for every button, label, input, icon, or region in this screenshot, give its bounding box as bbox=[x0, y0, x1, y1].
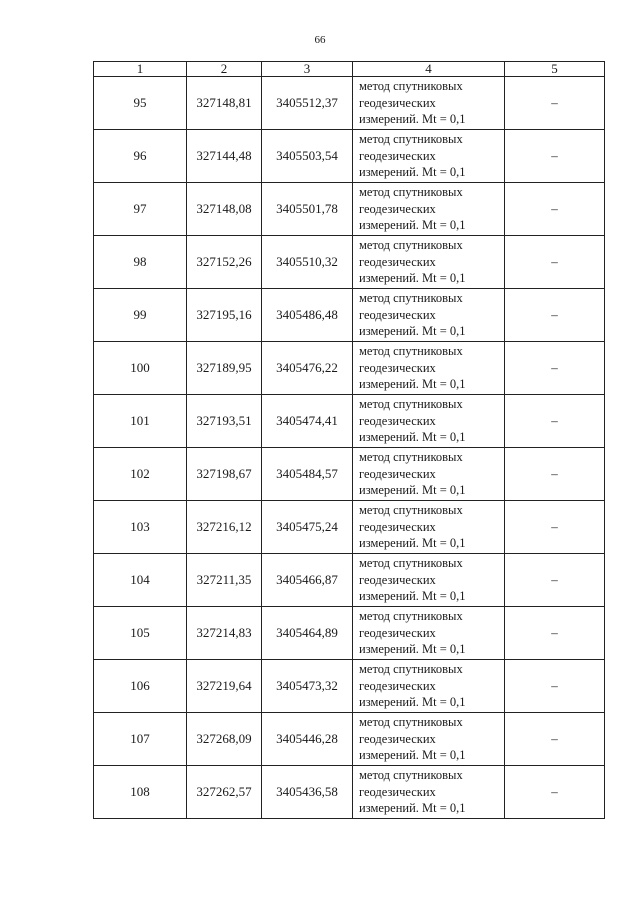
method-line-3: измерений. Mt = 0,1 bbox=[359, 165, 466, 180]
column-5-cell: – bbox=[505, 766, 605, 819]
point-number-cell: 103 bbox=[94, 501, 187, 554]
column-5-cell: – bbox=[505, 130, 605, 183]
method-line-1: метод спутниковых bbox=[359, 503, 463, 518]
y-coordinate-cell: 3405464,89 bbox=[262, 607, 353, 660]
page-number: 66 bbox=[314, 34, 326, 46]
method-line-1: метод спутниковых bbox=[359, 238, 463, 253]
method-cell bbox=[353, 660, 505, 713]
method-line-3: измерений. Mt = 0,1 bbox=[359, 695, 466, 710]
table-row bbox=[94, 183, 605, 236]
method-line-2: геодезических bbox=[359, 678, 436, 693]
method-cell bbox=[353, 289, 505, 342]
method-line-1: метод спутниковых bbox=[359, 291, 463, 306]
x-coordinate-cell: 327195,16 bbox=[187, 289, 262, 342]
method-line-3: измерений. Mt = 0,1 bbox=[359, 271, 466, 286]
x-coordinate-cell: 327148,81 bbox=[187, 77, 262, 130]
point-number-cell: 101 bbox=[94, 395, 187, 448]
column-5-cell: – bbox=[505, 713, 605, 766]
x-coordinate-cell: 327148,08 bbox=[187, 183, 262, 236]
method-line-2: геодезических bbox=[359, 148, 436, 163]
header-cell-3: 3 bbox=[262, 62, 353, 77]
column-5-cell: – bbox=[505, 395, 605, 448]
method-line-3: измерений. Mt = 0,1 bbox=[359, 801, 466, 816]
column-5-cell: – bbox=[505, 660, 605, 713]
table-row bbox=[94, 77, 605, 130]
table-row bbox=[94, 395, 605, 448]
table-row bbox=[94, 660, 605, 713]
method-line-1: метод спутниковых bbox=[359, 132, 463, 147]
x-coordinate-cell: 327152,26 bbox=[187, 236, 262, 289]
y-coordinate-cell: 3405466,87 bbox=[262, 554, 353, 607]
column-5-cell: – bbox=[505, 607, 605, 660]
method-line-2: геодезических bbox=[359, 731, 436, 746]
column-5-cell: – bbox=[505, 77, 605, 130]
column-5-cell: – bbox=[505, 289, 605, 342]
point-number-cell: 97 bbox=[94, 183, 187, 236]
y-coordinate-cell: 3405484,57 bbox=[262, 448, 353, 501]
method-line-1: метод спутниковых bbox=[359, 715, 463, 730]
x-coordinate-cell: 327214,83 bbox=[187, 607, 262, 660]
y-coordinate-cell: 3405503,54 bbox=[262, 130, 353, 183]
point-number-cell: 99 bbox=[94, 289, 187, 342]
point-number-cell: 100 bbox=[94, 342, 187, 395]
method-line-1: метод спутниковых bbox=[359, 609, 463, 624]
y-coordinate-cell: 3405446,28 bbox=[262, 713, 353, 766]
x-coordinate-cell: 327193,51 bbox=[187, 395, 262, 448]
method-line-2: геодезических bbox=[359, 413, 436, 428]
method-cell bbox=[353, 183, 505, 236]
table-row bbox=[94, 130, 605, 183]
table-row bbox=[94, 501, 605, 554]
header-cell-1: 1 bbox=[94, 62, 187, 77]
x-coordinate-cell: 327268,09 bbox=[187, 713, 262, 766]
point-number-cell: 95 bbox=[94, 77, 187, 130]
column-5-cell: – bbox=[505, 448, 605, 501]
method-line-2: геодезических bbox=[359, 625, 436, 640]
method-cell bbox=[353, 713, 505, 766]
method-line-2: геодезических bbox=[359, 519, 436, 534]
header-cell-2: 2 bbox=[187, 62, 262, 77]
table-row bbox=[94, 713, 605, 766]
method-line-1: метод спутниковых bbox=[359, 768, 463, 783]
y-coordinate-cell: 3405501,78 bbox=[262, 183, 353, 236]
method-cell bbox=[353, 342, 505, 395]
header-cell-4: 4 bbox=[353, 62, 505, 77]
y-coordinate-cell: 3405436,58 bbox=[262, 766, 353, 819]
method-line-3: измерений. Mt = 0,1 bbox=[359, 112, 466, 127]
method-line-3: измерений. Mt = 0,1 bbox=[359, 218, 466, 233]
point-number-cell: 98 bbox=[94, 236, 187, 289]
y-coordinate-cell: 3405474,41 bbox=[262, 395, 353, 448]
point-number-cell: 106 bbox=[94, 660, 187, 713]
method-line-1: метод спутниковых bbox=[359, 185, 463, 200]
method-cell bbox=[353, 236, 505, 289]
point-number-cell: 105 bbox=[94, 607, 187, 660]
method-line-1: метод спутниковых bbox=[359, 397, 463, 412]
table-row bbox=[94, 448, 605, 501]
method-line-3: измерений. Mt = 0,1 bbox=[359, 589, 466, 604]
method-line-3: измерений. Mt = 0,1 bbox=[359, 483, 466, 498]
point-number-cell: 107 bbox=[94, 713, 187, 766]
method-line-1: метод спутниковых bbox=[359, 344, 463, 359]
y-coordinate-cell: 3405512,37 bbox=[262, 77, 353, 130]
y-coordinate-cell: 3405486,48 bbox=[262, 289, 353, 342]
x-coordinate-cell: 327211,35 bbox=[187, 554, 262, 607]
x-coordinate-cell: 327219,64 bbox=[187, 660, 262, 713]
point-number-cell: 102 bbox=[94, 448, 187, 501]
method-line-2: геодезических bbox=[359, 466, 436, 481]
method-line-3: измерений. Mt = 0,1 bbox=[359, 377, 466, 392]
x-coordinate-cell: 327189,95 bbox=[187, 342, 262, 395]
method-cell bbox=[353, 130, 505, 183]
method-cell bbox=[353, 766, 505, 819]
y-coordinate-cell: 3405510,32 bbox=[262, 236, 353, 289]
table-row bbox=[94, 766, 605, 819]
method-cell bbox=[353, 448, 505, 501]
method-line-2: геодезических bbox=[359, 784, 436, 799]
method-line-3: измерений. Mt = 0,1 bbox=[359, 642, 466, 657]
y-coordinate-cell: 3405476,22 bbox=[262, 342, 353, 395]
column-5-cell: – bbox=[505, 183, 605, 236]
column-5-cell: – bbox=[505, 501, 605, 554]
method-line-2: геодезических bbox=[359, 572, 436, 587]
table-row bbox=[94, 289, 605, 342]
column-5-cell: – bbox=[505, 236, 605, 289]
table-row bbox=[94, 342, 605, 395]
method-cell bbox=[353, 607, 505, 660]
table-body bbox=[94, 77, 605, 819]
method-line-2: геодезических bbox=[359, 360, 436, 375]
method-cell bbox=[353, 77, 505, 130]
method-line-1: метод спутниковых bbox=[359, 79, 463, 94]
column-5-cell: – bbox=[505, 554, 605, 607]
point-number-cell: 108 bbox=[94, 766, 187, 819]
method-cell bbox=[353, 501, 505, 554]
method-cell bbox=[353, 554, 505, 607]
method-line-2: геодезических bbox=[359, 307, 436, 322]
method-line-2: геодезических bbox=[359, 95, 436, 110]
x-coordinate-cell: 327198,67 bbox=[187, 448, 262, 501]
table-row bbox=[94, 607, 605, 660]
method-line-1: метод спутниковых bbox=[359, 662, 463, 677]
table-row bbox=[94, 554, 605, 607]
method-line-3: измерений. Mt = 0,1 bbox=[359, 430, 466, 445]
method-line-3: измерений. Mt = 0,1 bbox=[359, 748, 466, 763]
y-coordinate-cell: 3405475,24 bbox=[262, 501, 353, 554]
method-line-3: измерений. Mt = 0,1 bbox=[359, 324, 466, 339]
table-row bbox=[94, 236, 605, 289]
column-5-cell: – bbox=[505, 342, 605, 395]
method-line-3: измерений. Mt = 0,1 bbox=[359, 536, 466, 551]
method-line-1: метод спутниковых bbox=[359, 556, 463, 571]
x-coordinate-cell: 327216,12 bbox=[187, 501, 262, 554]
header-row bbox=[94, 62, 605, 77]
coordinates-table bbox=[93, 61, 605, 819]
point-number-cell: 104 bbox=[94, 554, 187, 607]
method-line-2: геодезических bbox=[359, 201, 436, 216]
x-coordinate-cell: 327144,48 bbox=[187, 130, 262, 183]
method-cell bbox=[353, 395, 505, 448]
y-coordinate-cell: 3405473,32 bbox=[262, 660, 353, 713]
method-line-1: метод спутниковых bbox=[359, 450, 463, 465]
x-coordinate-cell: 327262,57 bbox=[187, 766, 262, 819]
method-line-2: геодезических bbox=[359, 254, 436, 269]
header-cell-5: 5 bbox=[505, 62, 605, 77]
point-number-cell: 96 bbox=[94, 130, 187, 183]
